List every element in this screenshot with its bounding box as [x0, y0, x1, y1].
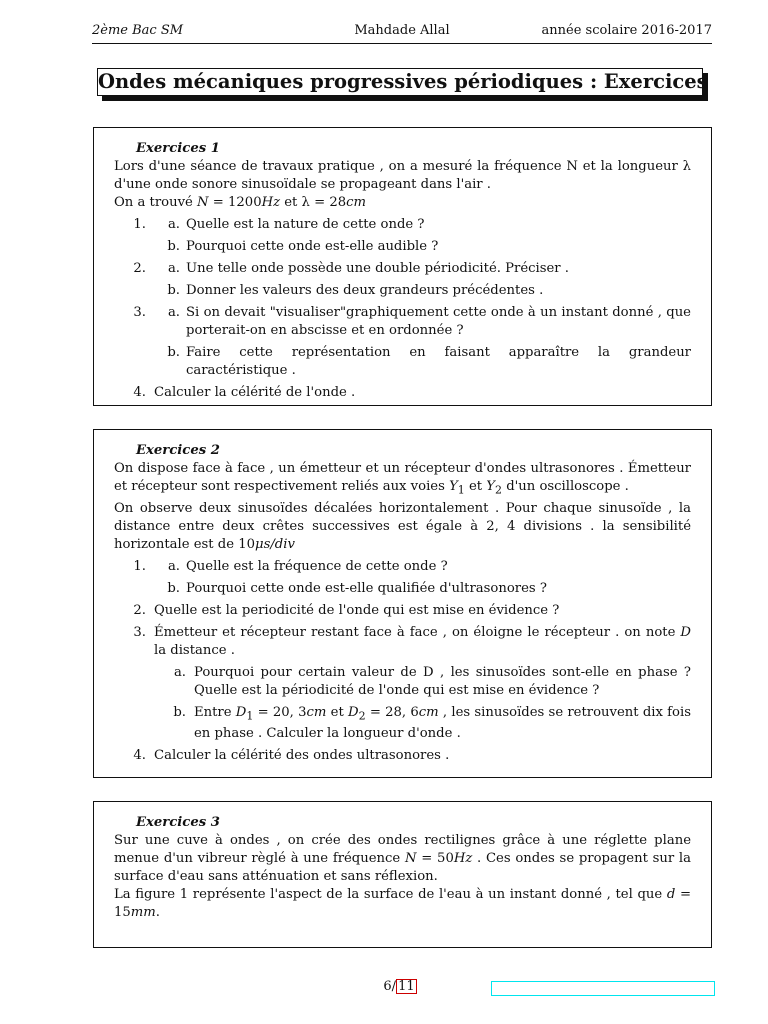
math-Y: Y — [449, 479, 458, 494]
math-unit: cm — [418, 704, 439, 720]
sub-text: Donner les valeurs des deux grandeurs précédentes . — [186, 283, 544, 298]
current-page: 6 — [383, 979, 392, 994]
sub-text: Quelle est la fréquence de cette onde ? — [186, 558, 448, 574]
text: d'un oscilloscope . — [502, 479, 629, 494]
exercise-1-values — [114, 194, 691, 212]
math-unit: mm — [130, 905, 156, 920]
math-Y: Y — [486, 479, 495, 494]
question-3-text — [154, 624, 691, 660]
exercise-3-title: Exercices 3 — [136, 815, 220, 830]
exercise-3-intro — [114, 832, 691, 886]
subscript: 2 — [358, 709, 366, 723]
question-number: 4. — [133, 748, 146, 764]
question-number: 2. — [133, 261, 146, 276]
math-unit: cm — [346, 195, 367, 210]
question-3a — [154, 664, 691, 700]
text: et — [464, 479, 487, 494]
exercise-2-box — [93, 429, 712, 778]
sub-letter: a. — [167, 558, 180, 574]
question-1b — [154, 238, 691, 256]
question-number: 4. — [133, 385, 146, 400]
sub-text: Pourquoi cette onde est-elle qualifiée d'ultrasonores ? — [186, 580, 547, 596]
question-1 — [114, 216, 691, 256]
sub-text: Pourquoi pour certain valeur de D , les sinusoïdes sont-elle en phase ? Quelle est la périodicité de l'onde qui est mise en évidence ? — [194, 664, 691, 698]
sub-text — [194, 704, 691, 744]
math-unit: Hz — [453, 851, 473, 866]
question-2 — [114, 602, 691, 620]
link-box[interactable] — [491, 981, 715, 996]
sub-letter: b. — [167, 283, 180, 298]
math-D: D — [348, 704, 359, 720]
question-4 — [114, 747, 691, 765]
exercise-2-observation — [114, 500, 691, 554]
exercise-2-intro — [114, 460, 691, 500]
text: et — [326, 704, 349, 720]
text: La figure 1 représente l'aspect de la surface de l'eau à un instant donné , tel que — [114, 887, 667, 902]
exercise-3-box — [93, 801, 712, 948]
question-1a — [154, 558, 691, 576]
text: = 28, 6 — [365, 704, 419, 720]
header-rule — [92, 43, 712, 44]
page-separator: / — [391, 979, 397, 994]
sub-text: Pourquoi cette onde est-elle audible ? — [186, 239, 439, 254]
question-text: Quelle est la periodicité de l'onde qui est mise en évidence ? — [154, 602, 560, 618]
text: On observe deux sinusoïdes décalées horizontalement . Pour chaque sinusoïde , la distance entre deux crêtes successives est égale à 2, 4 divisions . la sensibilité horizontale est de 10 — [114, 500, 691, 552]
page-number — [360, 978, 440, 996]
text: . — [155, 905, 160, 920]
sub-letter: a. — [167, 261, 180, 276]
exercise-2-title: Exercices 2 — [136, 443, 220, 458]
text: On dispose face à face , un émetteur et un récepteur d'ondes ultrasonores . Émetteur et récepteur sont respectivement reliés aux voies — [114, 461, 691, 494]
sub-letter: b. — [173, 704, 186, 720]
text: . Ces ondes se propagent sur la surface d'eau sans atténuation et sans réflexion. — [114, 851, 692, 884]
question-2b — [154, 282, 691, 300]
sub-letter: a. — [173, 664, 186, 680]
math-N: N — [404, 851, 417, 866]
exercise-1-intro: Lors d'une séance de travaux pratique , on a mesuré la fréquence N et la longueur λ d'une onde sonore sinusoïdale se propageant dans l'air . — [114, 159, 691, 192]
sub-text: Faire cette représentation en faisant apparaître la grandeur caractéristique . — [186, 345, 691, 378]
question-number: 3. — [133, 624, 146, 640]
text: = 20, 3 — [253, 704, 307, 720]
question-1 — [114, 558, 691, 598]
math-D: D — [680, 624, 691, 640]
sub-letter: b. — [167, 239, 180, 254]
exercise-1-box — [93, 127, 712, 406]
document-title: Ondes mécaniques progressives périodiques : Exercices — [97, 68, 703, 96]
question-2a — [154, 260, 691, 278]
question-3 — [114, 304, 691, 380]
sub-letter: b. — [167, 580, 180, 596]
math-D: D — [235, 704, 247, 720]
header-author: Mahdade Allal — [354, 23, 450, 38]
header-class: 2ème Bac SM — [92, 23, 184, 38]
text: = 1200 — [208, 195, 262, 210]
header-year: année scolaire 2016-2017 — [541, 23, 712, 38]
question-3a — [154, 304, 691, 340]
question-1b — [154, 580, 691, 598]
question-3b — [154, 344, 691, 380]
total-pages-link[interactable]: 11 — [398, 979, 415, 994]
question-number: 1. — [133, 558, 146, 574]
math-unit: Hz — [261, 195, 281, 210]
text: Émetteur et récepteur restant face à face , on éloigne le récepteur . on note — [154, 624, 681, 640]
sub-letter: a. — [167, 305, 180, 320]
page-header — [92, 22, 712, 40]
text: = 15 — [114, 887, 691, 920]
sub-text: Si on devait "visualiser"graphiquement cette onde à un instant donné , que porterait-on en abscisse et en ordonnée ? — [186, 305, 691, 338]
question-text: Calculer la célérité des ondes ultrasonores . — [154, 748, 450, 764]
question-2 — [114, 260, 691, 300]
sub-text: Quelle est la nature de cette onde ? — [186, 217, 425, 232]
subscript: 1 — [246, 709, 254, 723]
question-number: 3. — [133, 305, 146, 320]
exercise-3-figure-text — [114, 886, 691, 922]
exercise-1-title: Exercices 1 — [136, 141, 220, 156]
subscript: 1 — [457, 483, 465, 497]
question-3b — [154, 704, 691, 744]
sub-letter: b. — [167, 345, 180, 360]
sub-letter: a. — [167, 217, 180, 232]
math-unit: cm — [306, 704, 327, 720]
math-d: d — [666, 887, 676, 902]
question-3-subs — [114, 664, 691, 744]
question-text: Calculer la célérité de l'onde . — [154, 385, 356, 400]
question-3 — [114, 624, 691, 660]
text: , les sinusoïdes se retrouvent dix fois en phase . Calculer la longueur d'onde . — [194, 704, 691, 742]
text: = 50 — [416, 851, 454, 866]
text: Sur une cuve à ondes , on crée des ondes rectilignes grâce à une réglette plane menue d'un vibreur règlé à une fréquence — [114, 833, 691, 866]
question-1a — [154, 216, 691, 234]
text: Entre — [194, 704, 236, 720]
math-N: N — [197, 195, 209, 210]
question-number: 1. — [133, 217, 146, 232]
question-4 — [114, 384, 691, 402]
text: et λ = 28 — [280, 195, 347, 210]
question-number: 2. — [133, 602, 146, 618]
math-unit: μs/div — [255, 536, 295, 552]
subscript: 2 — [495, 483, 502, 497]
text: On a trouvé — [114, 195, 198, 210]
text: la distance . — [154, 642, 235, 658]
sub-text: Une telle onde possède une double périodicité. Préciser . — [186, 261, 569, 276]
